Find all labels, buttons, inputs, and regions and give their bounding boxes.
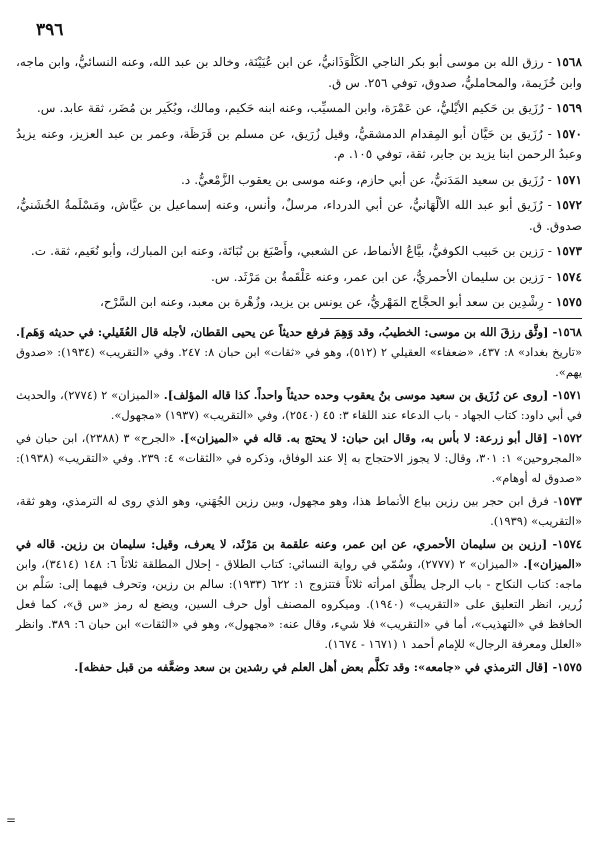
footnote-number: ١٥٧٣ — [557, 493, 582, 508]
entry-1572 — [16, 195, 582, 236]
entry-number: ١٥٧٣ — [555, 244, 582, 258]
footnote-number: ١٥٧٢ — [557, 430, 582, 445]
entry-text: - رُزَيق بن حَيَّان أبو المِقدام الدمشقيُّ، وقيل زُرَيق، عن مسلم بن قَرَظَة، وعمر بن عبد العزيز، وعنه يزيدُ وعبدُ الرحمن ابنا يزيد بن جابر، ثقة، توفي ١٠٥. م. — [16, 126, 582, 161]
entry-1569 — [16, 98, 582, 119]
page-number: ٣٩٦ — [36, 20, 64, 40]
footnotes-list — [16, 322, 582, 677]
entry-text: - رَزين بن سليمان الأحمريُّ، عن ابن عمر، وعنه عَلْقَمةُ بن مَرْثَد. س. — [211, 269, 552, 284]
entry-1574 — [16, 267, 582, 288]
footnote-1568 — [16, 322, 582, 382]
entry-text: - رُزَيق بن سعيد المَدَنيُّ، عن أبي حازم، وعنه موسى بن يعقوب الزَّمْعيُّ. د. — [181, 172, 552, 187]
footnote-heading: - [روى عن رُزَيق بن سعيد موسى بنُ يعقوب وحده حديثاً واحداً. كذا قاله المؤلف]. — [163, 387, 558, 402]
entry-1571 — [16, 170, 582, 191]
entry-number: ١٥٧٤ — [555, 269, 582, 284]
footnote-text: «الميزان» ٢ (٢٧٧٤)، والحديث في أبي داود: كتاب الجهاد - باب الدعاء عند اللقاء ٣: ٤٥ (٢٥٤٠)، وفي «التقريب» (١٩٣٧) «مجهول». — [16, 387, 582, 422]
entry-number: ١٥٧٢ — [555, 198, 582, 212]
entry-text: - رُزَيق بن حَكيم الأيْليُّ، عن عَمْرَة، وابن المسيِّب، وعنه ابنه حَكيم، ومالك، وبُكَير بن مُضَر، ثقة عابد. س. — [36, 101, 552, 115]
footnote-separator — [320, 318, 582, 319]
entry-number: ١٥٧١ — [555, 172, 582, 187]
entries-list — [16, 52, 582, 313]
footnote-text: «الجرح» ٣ (٢٣٨٨)، ابن حبان في «المجروحين» ١: ٣٠١، وقال: لا يجوز الاحتجاج به إلا عند الوفاق، وذكره في «الثقات» ٤: ٢٣٩. وفي «التقريب» (١٩٣٨): «صدوق له أوهام». — [16, 430, 583, 485]
entry-1570 — [16, 124, 582, 165]
entry-number: ١٥٦٩ — [555, 101, 582, 115]
footnote-text: «الميزان» ٢ (٢٧٧٧)، وسُمّي في رواية النسائي: كتاب الطلاق - إحلال المطلقة ثلاثاً ٦: ١٤٨ (٣٤١٤)، وابن ماجه: كتاب النكاح - باب الرجل يطلِّق امرأته ثلاثاً فتتزوج ١: ٦٢٢ (١٩٣٣): سالم بن رزين، وتحرف فيهما إلى: سَلْم بن زُرير، انظر التعليق على «التقريب» (١٩٤٠). وميكروه المصنف أول حرف السين، ويضع له رمز «س ق»، كما فعل الحافظ في «التهذيب»، أما في «التقريب» فلا شيء، وقال عنه: «مجهول»، وهو في «الثقات» ابن حبان ٦: ٣٨٩. وانظر «العلل ومعرفة الرجال» للإمام أحمد ١ (١٦٧١ - ١٦٧٤). — [16, 556, 582, 651]
entry-1573 — [16, 241, 582, 262]
footnote-1572 — [16, 428, 582, 488]
footnote-text: - فرق ابن حجر بين رزين بياع الأنماط هذا، وهو مجهول، وبين رزين الجُهَني، وهو الذي روى له الترمذي، وهو ثقة، «التقريب» (١٩٣٩). — [16, 493, 582, 528]
footnote-number: ١٥٧٥ — [557, 659, 582, 674]
entry-number: ١٥٦٨ — [555, 55, 582, 69]
main-text-column — [16, 52, 582, 680]
footnote-heading: - [وثَّق رزقَ الله بن موسى: الخطيبُ، وقد وَهِمَ فرفع حديثاً عن يحيى القطان، لأجله قال العُقَيلي: في حديثه وَهَم]. — [16, 324, 558, 339]
footnote-number: ١٥٧١ — [557, 387, 582, 402]
footnote-1574 — [16, 534, 582, 654]
entry-text: - رَزين بن حَبيب الكوفيُّ، بيَّاعُ الأنماط، عن الشعبي، وأَصْبَغ بن نُبَاتَة، وعنه ابن المبارك، وأبو نُعَيم، ثقة. ت. — [30, 244, 552, 258]
footnote-heading: - [رزين بن سليمان الأحمري، عن ابن عمر، وعنه علقمة بن مَرْثَد، لا يعرف، وقيل: سليمان بن رزين. قاله في «الميزان»]. — [16, 536, 582, 571]
footnote-1573 — [16, 491, 582, 531]
entry-1575 — [16, 292, 582, 313]
footnote-heading: - [قال أبو زرعة: لا بأس به، وقال ابن حبان: لا يحتج به. قاله في «الميزان»]. — [180, 430, 558, 445]
footnote-text: «تاريخ بغداد» ٨: ٤٣٧، «ضعفاء» العقيلي ٢ (٥١٢)، وهو في «ثقات» ابن حبان ٨: ٢٤٧. وفي «التقريب» (١٩٣٤): «صدوق يهم». — [16, 344, 582, 379]
footnote-1575 — [16, 657, 582, 677]
margin-mark: = — [6, 813, 17, 827]
footnote-number: ١٥٧٤ — [557, 536, 582, 551]
entry-number: ١٥٧٥ — [555, 295, 582, 309]
footnote-1571 — [16, 385, 582, 425]
entry-number: ١٥٧٠ — [555, 126, 582, 141]
footnote-heading: - [قال الترمذي في «جامعه»: وقد تكلَّم بعض أهل العلم في رشدين بن سعد وضعَّفه من قبل حفظه]. — [74, 659, 558, 674]
footnote-number: ١٥٦٨ — [557, 324, 582, 339]
entry-text: - رزق الله بن موسى أبو بكر الناجي الكَلْوَذَانيُّ، عن ابن عُيَيْنَة، وخالد بن عبد الله، وعنه النسائيُّ، وابن ماجه، وابن خُزَيمة، والمحامليُّ، صدوق، توفي ٢٥٦. س ق. — [16, 55, 582, 90]
entry-text: - رُزَيق أبو عبد الله الألْهَانيُّ، عن أبي الدرداء، مرسلٌ، وأنس، وعنه إسماعيل بن عيَّاش، ومَسْلَمةُ الخُشَنيُّ، صدوق. ق. — [16, 198, 582, 233]
entry-1568 — [16, 52, 582, 93]
entry-text: - رِشْدِين بن سعد أبو الحجَّاج المَهْريُّ، عن يونس بن يزيد، وزُهْرة بن معبد، وعنه ابن السَّرْح، — [99, 295, 552, 309]
